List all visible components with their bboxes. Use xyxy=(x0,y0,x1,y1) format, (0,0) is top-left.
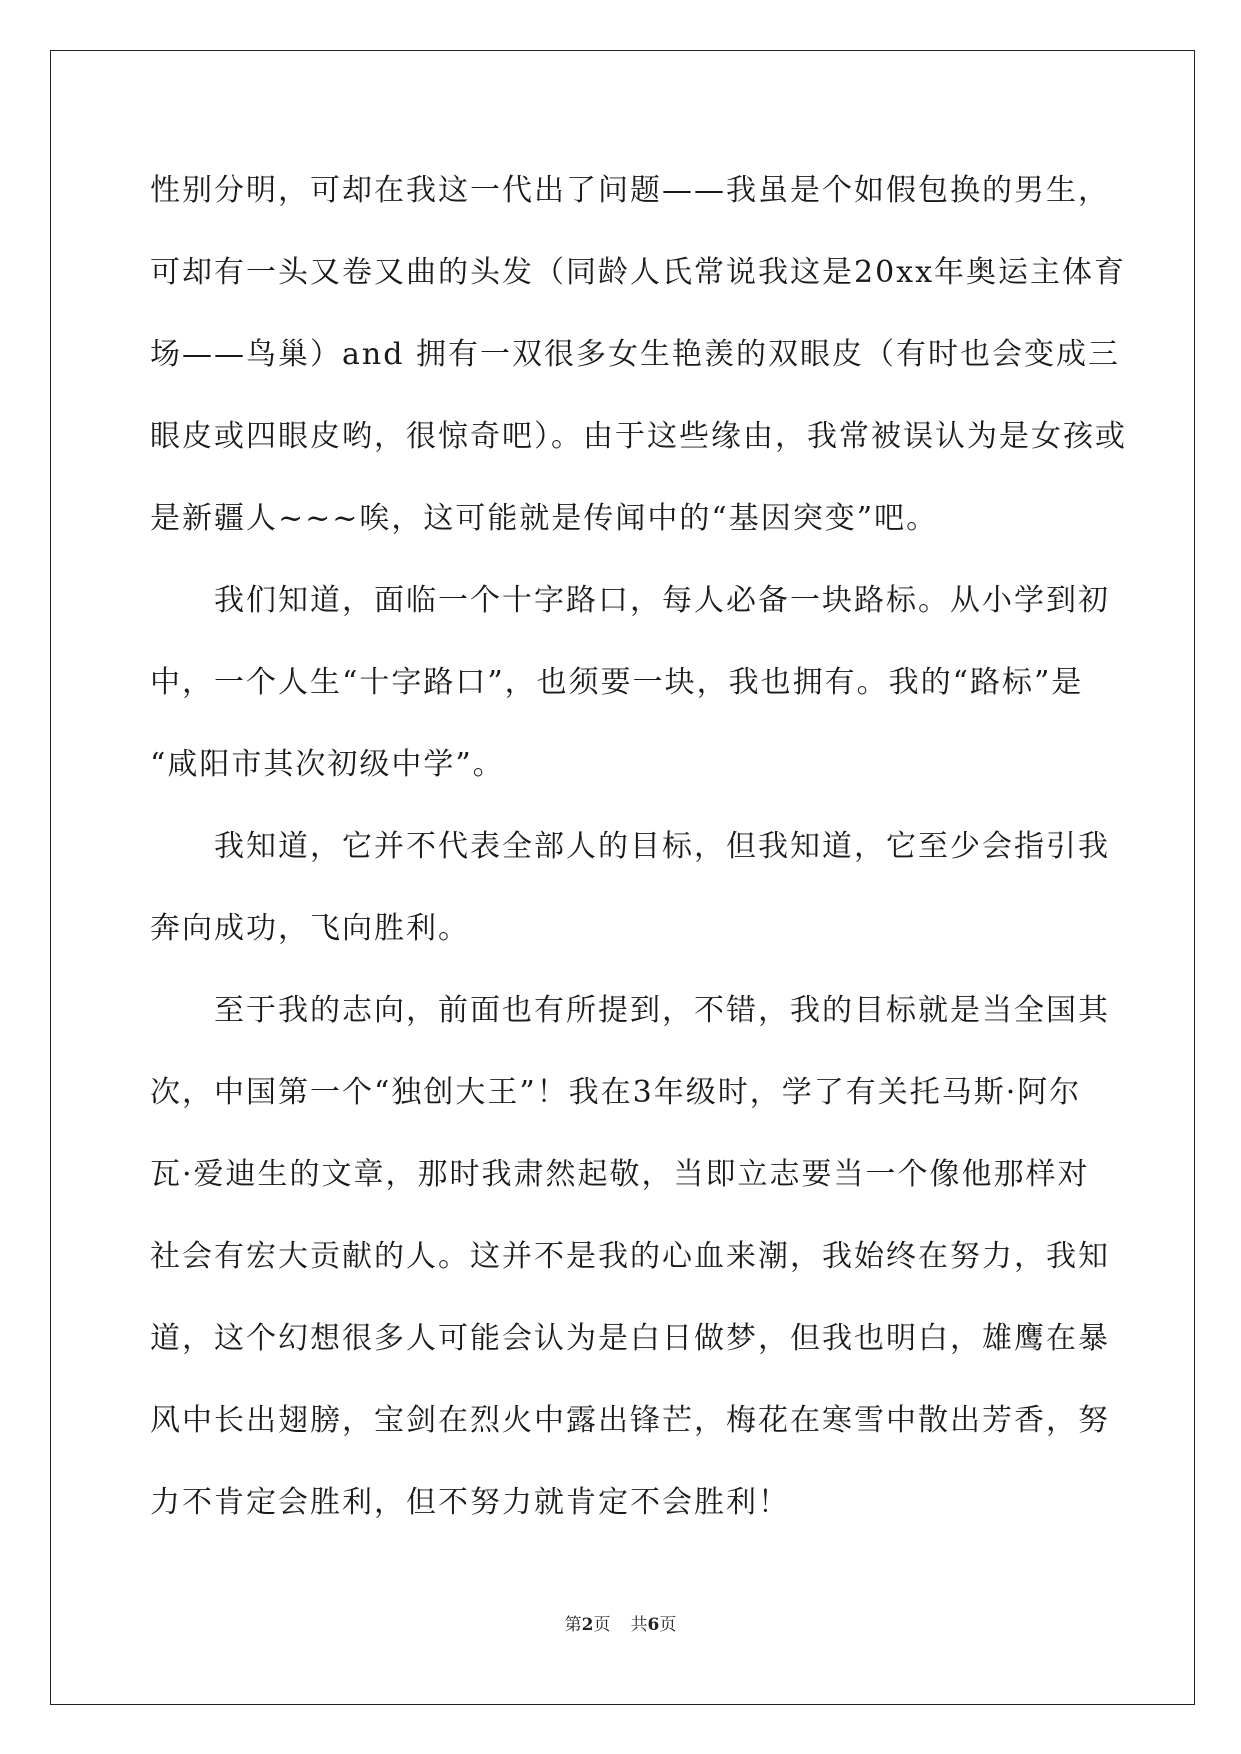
total-pages: 6 xyxy=(647,1615,660,1635)
page-prefix: 第 xyxy=(564,1615,582,1635)
text-line: 可却有一头又卷又曲的头发（同龄人氏常说我这是20xx年奥运主体育 xyxy=(150,255,1127,290)
text-line: 性别分明，可却在我这一代出了问题——我虽是个如假包换的男生， xyxy=(150,173,1110,208)
text-line: 力不肯定会胜利，但不努力就肯定不会胜利！ xyxy=(150,1485,790,1520)
text-line: 是新疆人~~~唉，这可能就是传闻中的“基因突变”吧。 xyxy=(150,501,939,536)
text-line: 道，这个幻想很多人可能会认为是白日做梦，但我也明白，雄鹰在暴 xyxy=(150,1321,1110,1356)
paragraph-3 xyxy=(150,806,1110,970)
text-line: 奔向成功，飞向胜利。 xyxy=(150,911,470,946)
text-line: 中，一个人生“十字路口”，也须要一块，我也拥有。我的“路标”是 xyxy=(150,665,1084,700)
document-body xyxy=(150,150,1127,1544)
text-line: 社会有宏大贡献的人。这并不是我的心血来潮，我始终在努力，我知 xyxy=(150,1239,1110,1274)
total-prefix: 共 xyxy=(630,1615,648,1635)
paragraph-4 xyxy=(150,970,1110,1544)
text-line: 我们知道，面临一个十字路口，每人必备一块路标。从小学到初 xyxy=(150,583,1110,618)
page-suffix: 页 xyxy=(593,1615,611,1635)
text-line: 瓦·爱迪生的文章，那时我肃然起敬，当即立志要当一个像他那样对 xyxy=(150,1157,1090,1192)
text-line: “咸阳市其次初级中学”。 xyxy=(150,747,505,782)
text-line: 至于我的志向，前面也有所提到，不错，我的目标就是当全国其 xyxy=(150,993,1110,1028)
text-line: 次，中国第一个“独创大王”！我在3年级时，学了有关托马斯·阿尔 xyxy=(150,1075,1082,1110)
total-suffix: 页 xyxy=(659,1615,677,1635)
text-line: 风中长出翅膀，宝剑在烈火中露出锋芒，梅花在寒雪中散出芳香，努 xyxy=(150,1403,1110,1438)
page-footer xyxy=(0,1610,1241,1635)
paragraph-2 xyxy=(150,560,1110,806)
page-number: 2 xyxy=(581,1615,594,1635)
text-line: 场——鸟巢）and 拥有一双很多女生艳羡的双眼皮（有时也会变成三 xyxy=(150,337,1120,372)
paragraph-1 xyxy=(150,150,1127,560)
text-line: 我知道，它并不代表全部人的目标，但我知道，它至少会指引我 xyxy=(150,829,1110,864)
text-line: 眼皮或四眼皮哟，很惊奇吧）。由于这些缘由，我常被误认为是女孩或 xyxy=(150,419,1127,454)
